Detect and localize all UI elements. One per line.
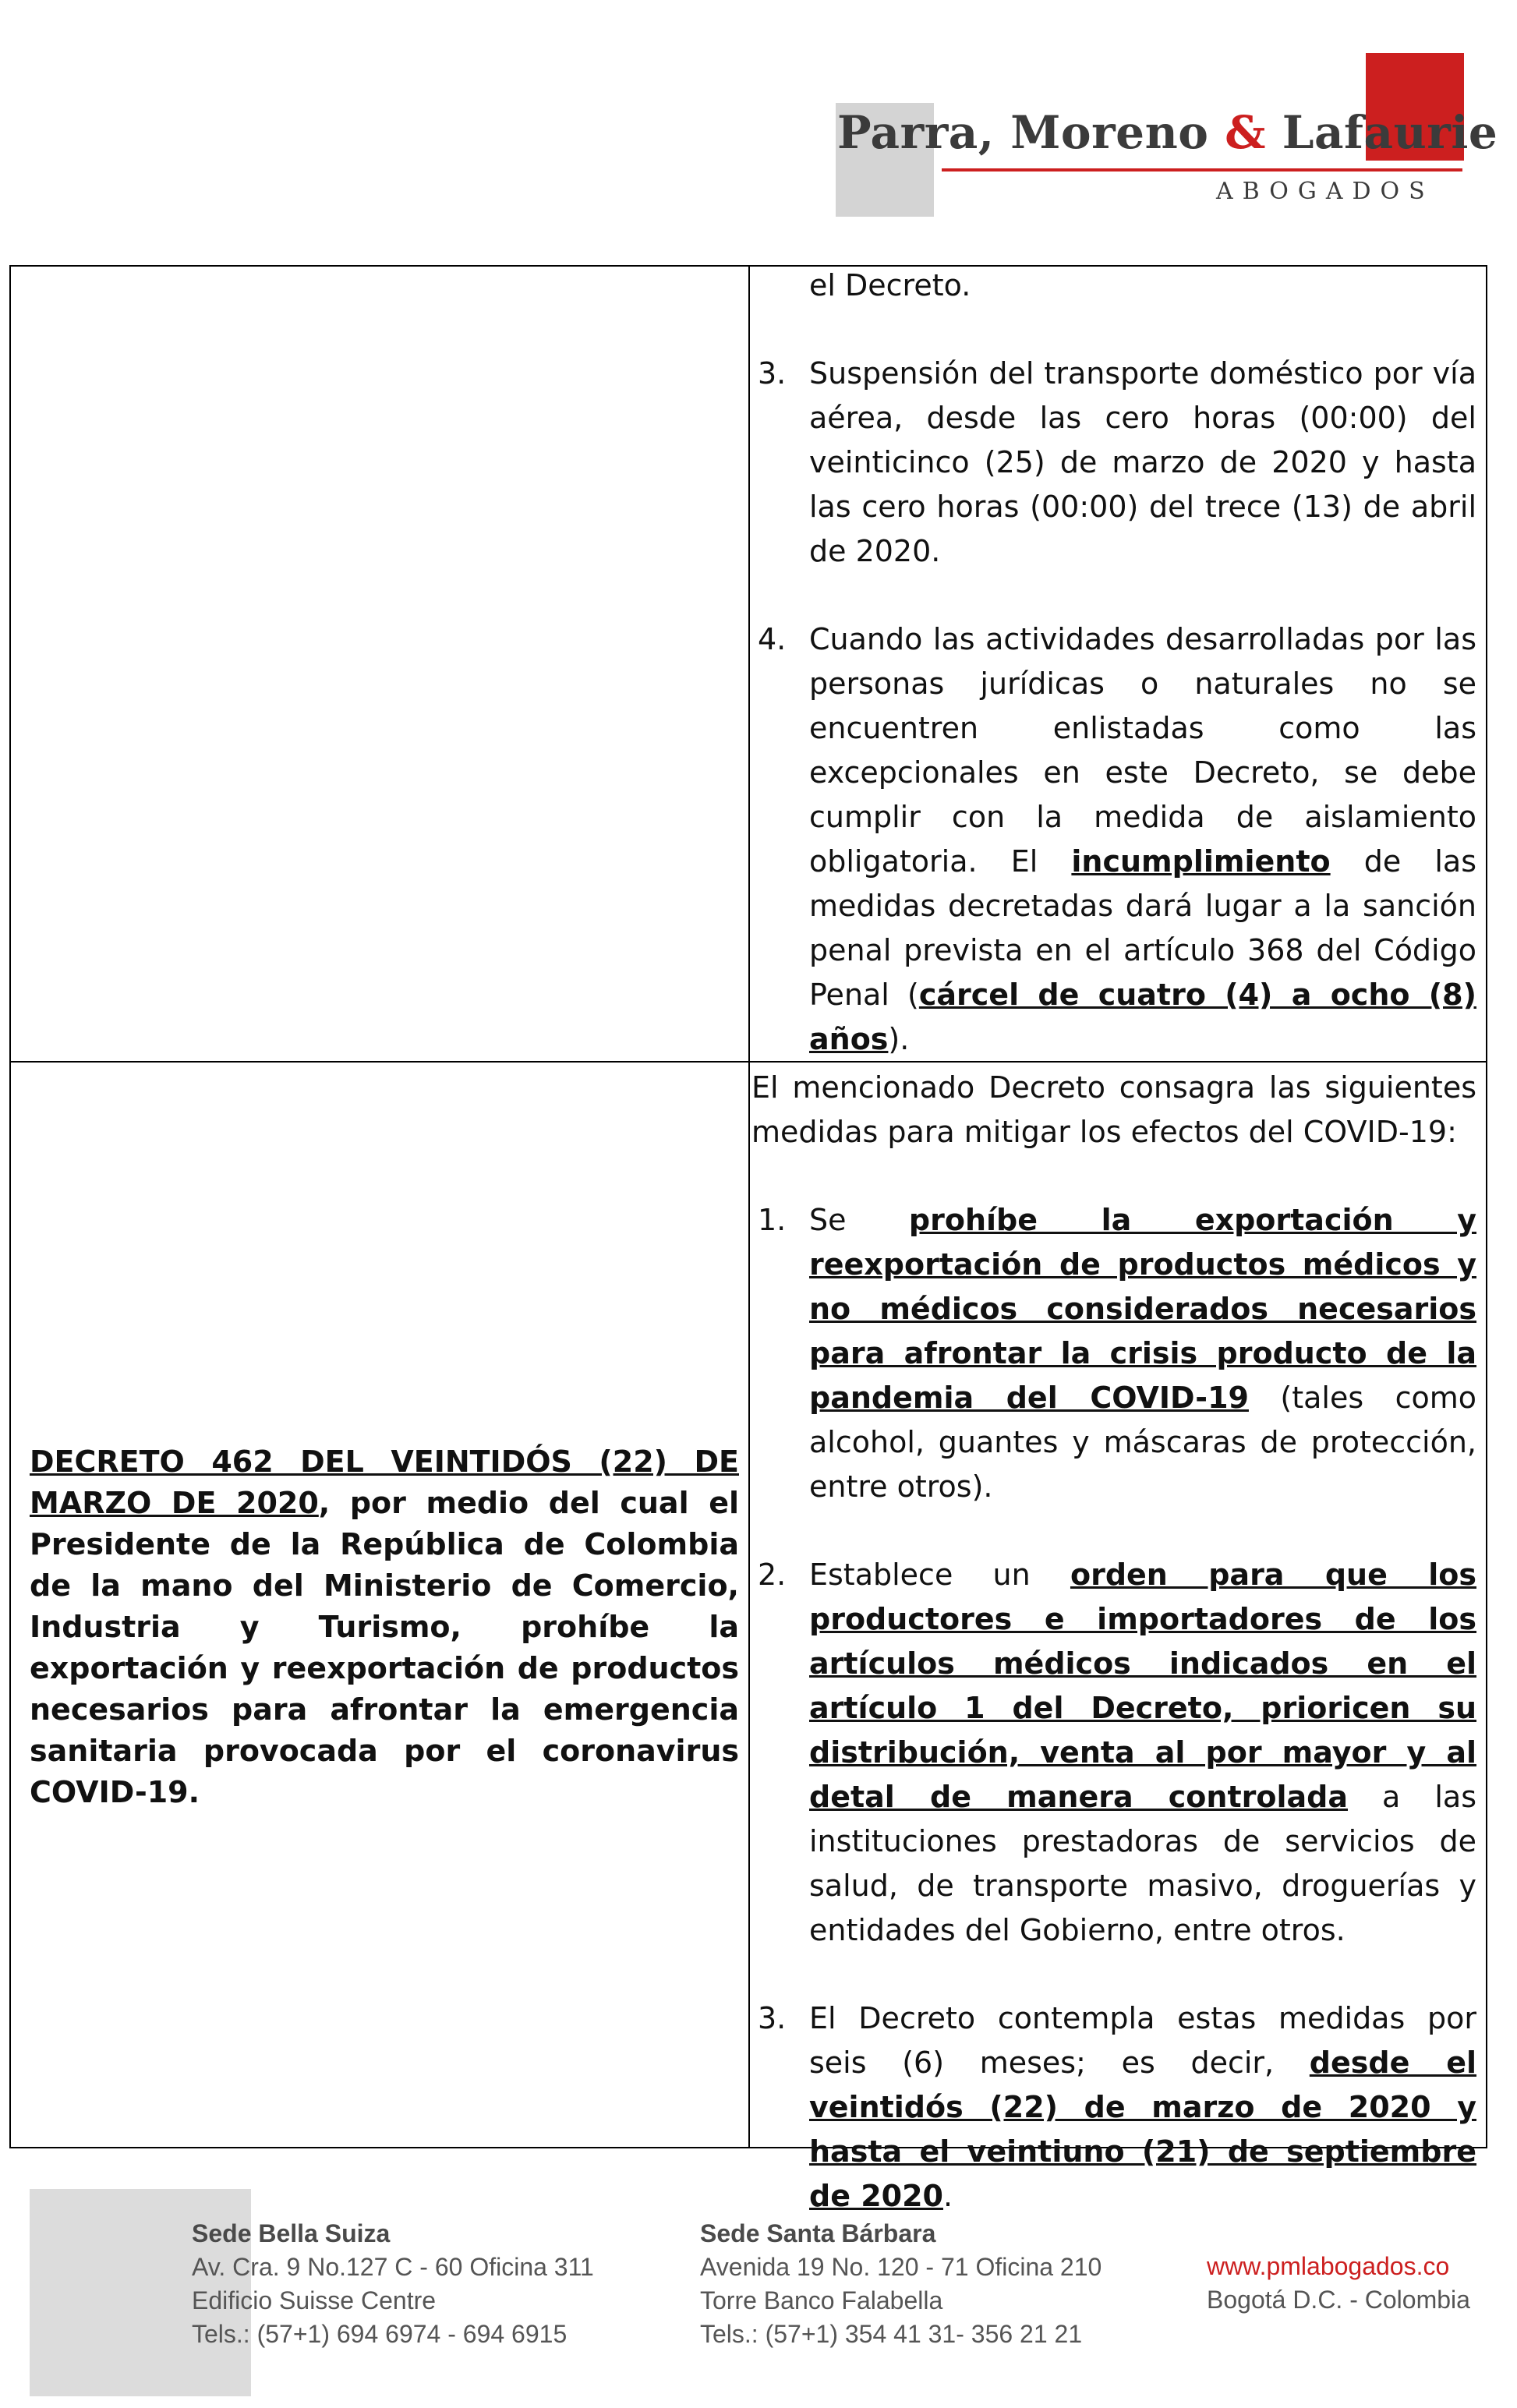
list-item — [751, 1198, 1476, 1509]
measures-intro: El mencionado Decreto consagra las siguientes medidas para mitigar los efectos del COVID-19: — [751, 1070, 1476, 1149]
office-building: Torre Banco Falabella — [700, 2286, 943, 2314]
decree-title: DECRETO 462 DEL VEINTIDÓS (22) DE MARZO DE 2020 — [30, 1444, 739, 1520]
logo-firm-name — [837, 106, 1498, 159]
office-phones: Tels.: (57+1) 354 41 31- 356 21 21 — [700, 2320, 1083, 2348]
continuation-text: el Decreto. — [809, 268, 971, 302]
footer-office-santa-barbara — [700, 2217, 1102, 2351]
footer-office-bella-suiza — [192, 2217, 594, 2351]
list-number: 4. — [758, 622, 787, 656]
table-cell-empty — [11, 267, 748, 1061]
list-item-text: a las instituciones prestadoras de servicios de salud, de transporte masivo, droguerías y entidades del Gobierno, entre otros. — [809, 1780, 1476, 1947]
emphasis-text: cárcel de cuatro (4) a ocho (8) años — [809, 978, 1476, 1056]
table-cell-measures — [751, 1066, 1476, 2219]
list-number: 1. — [758, 1203, 787, 1237]
emphasis-text: orden para que los productores e importadores de los artículos médicos indicados en el artículo 1 del Decreto, prioricen su distribución, venta al por mayor y al detal de manera controlada — [809, 1558, 1476, 1814]
list-item-text: (tales como alcohol, guantes y máscaras de protección, entre otros). — [809, 1381, 1476, 1504]
logo-subtitle: ABOGADOS — [1216, 178, 1434, 205]
list-number: 3. — [758, 2001, 787, 2035]
list-item-text: de las medidas decretadas dará lugar a la sanción penal prevista en el artículo 368 del Código Penal ( — [809, 844, 1476, 1012]
list-item-text: El Decreto contempla estas medidas por seis (6) meses; es decir, — [809, 2001, 1476, 2080]
list-number: 3. — [758, 356, 787, 391]
logo-name-part-2: Lafaurie — [1266, 106, 1498, 159]
city-country: Bogotá D.C. - Colombia — [1207, 2286, 1470, 2314]
list-item-text: Suspensión del transporte doméstico por vía aérea, desde las cero horas (00:00) del veinticinco (25) de marzo de 2020 y hasta las cero horas (00:00) del trece (13) de abril de 2020. — [809, 356, 1476, 568]
decree-body: , por medio del cual el Presidente de la República de Colombia de la mano del Ministerio de Comercio, Industria y Turismo, prohíbe la exportación y reexportación de productos necesarios para afrontar la emergencia sanitaria provocada por el coronavirus COVID-19. — [30, 1486, 739, 1809]
logo-ampersand: & — [1225, 106, 1266, 159]
logo-name-part-1: Parra, Moreno — [837, 106, 1225, 159]
footer-contact — [1207, 2250, 1470, 2317]
list-item-text: Se — [809, 1203, 909, 1237]
emphasis-text: prohíbe la exportación y reexportación de productos médicos y no médicos considerados necesarios para afrontar la crisis producto de la pandemia del COVID-19 — [809, 1203, 1476, 1415]
emphasis-text: desde el veintidós (22) de marzo de 2020 y hasta el veintiuno (21) de septiembre de 2020 — [809, 2046, 1476, 2213]
logo-red-rule — [942, 168, 1462, 171]
website-link[interactable]: www.pmlabogados.co — [1207, 2252, 1450, 2280]
decree-description — [30, 1441, 739, 1813]
list-item — [751, 352, 1476, 574]
list-item-text: Cuando las actividades desarrolladas por las personas jurídicas o naturales no se encuentren enlistadas como las excepcionales en este Decreto, se debe cumplir con la medida de aislamiento obligatoria. El — [809, 622, 1476, 879]
list-number: 2. — [758, 1558, 787, 1592]
table-cell-measures-continued — [751, 263, 1476, 1062]
document-table — [9, 265, 1487, 2213]
office-address: Avenida 19 No. 120 - 71 Oficina 210 — [700, 2253, 1102, 2281]
list-item-text: ). — [888, 1022, 910, 1056]
office-phones: Tels.: (57+1) 694 6974 - 694 6915 — [192, 2320, 568, 2348]
emphasis-text: incumplimiento — [1071, 844, 1331, 879]
list-item — [751, 617, 1476, 1062]
list-item-text: . — [942, 2179, 953, 2213]
office-name: Sede Santa Bárbara — [700, 2219, 936, 2247]
list-item — [751, 1553, 1476, 1953]
list-item — [751, 1996, 1476, 2219]
column-divider — [748, 267, 750, 2147]
office-address: Av. Cra. 9 No.127 C - 60 Oficina 311 — [192, 2253, 594, 2281]
list-item-text: Establece un — [809, 1558, 1070, 1592]
office-name: Sede Bella Suiza — [192, 2219, 391, 2247]
office-building: Edificio Suisse Centre — [192, 2286, 437, 2314]
